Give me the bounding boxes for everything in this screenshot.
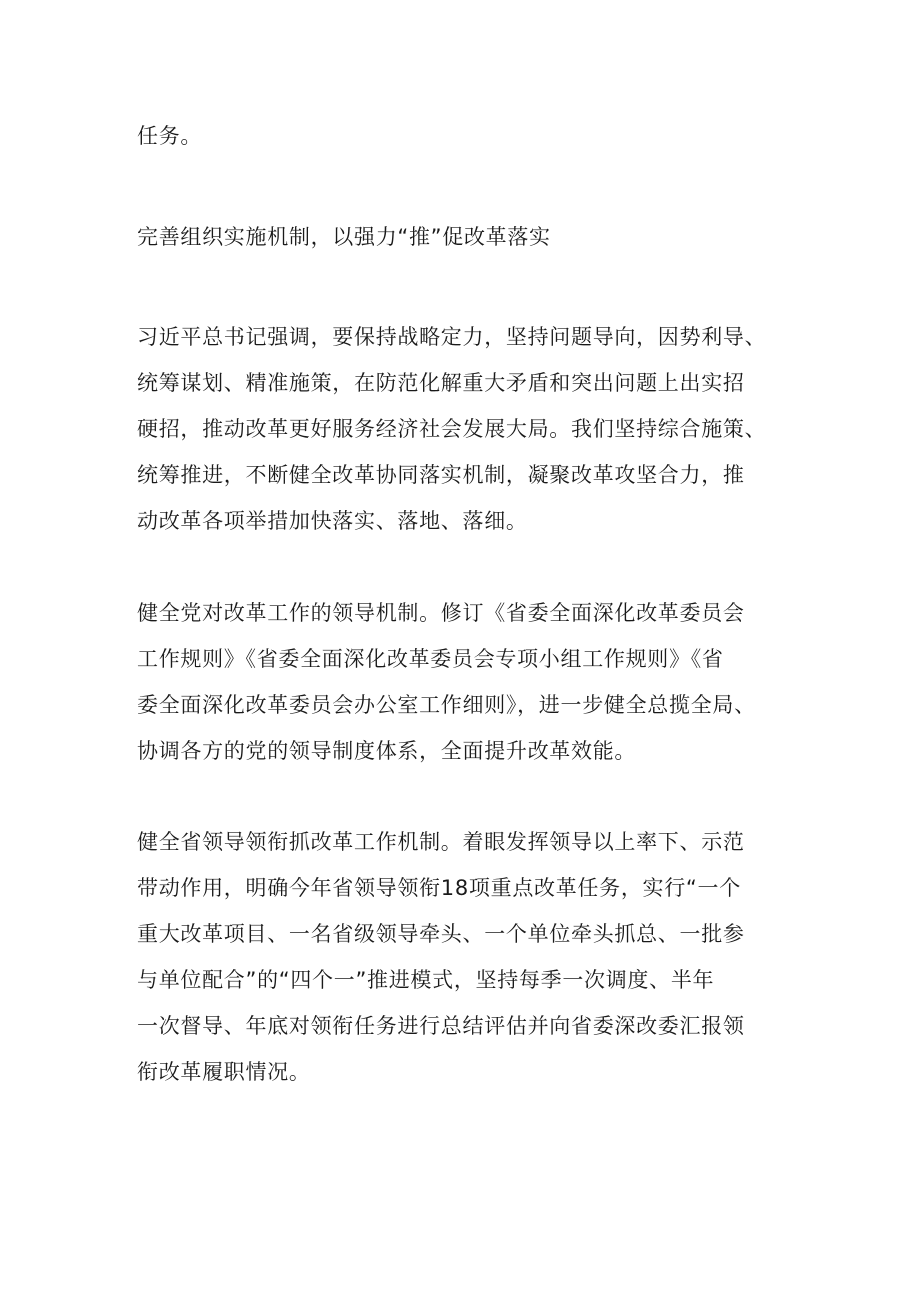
paragraph-intro: 习近平总书记强调，要保持战略定力，坚持问题导向，因势利导、 统筹谋划、精准施策，在防范化解重大矛盾和突出问题上出实招 硬招，推动改革更好服务经济社会发展大局。我们坚持综合施策、 统筹推进，不断健全改革协同落实机制，凝聚改革攻坚合力，推 动改革各项举措加快落实、落地、落细。	[137, 325, 767, 533]
paragraph-provincial-leaders: 健全省领导领衔抓改革工作机制。着眼发挥领导以上率下、示范 带动作用，明确今年省领导领衔18项重点改革任务，实行“一个 重大改革项目、一名省级领导牵头、一个单位牵头抓总、一批参 与单位配合”的“四个一”推进模式，坚持每季一次调度、半年 一次督导、年底对领衔任务进行总结评估并向省委深改委汇报领 衔改革履职情况。	[137, 830, 745, 1084]
paragraph-task-fragment: 任务。	[137, 124, 203, 148]
section-heading: 完善组织实施机制，以强力“推”促改革落实	[137, 225, 551, 249]
paragraph-leadership-mechanism: 健全党对改革工作的领导机制。修订《省委全面深化改革委员会 工作规则》《省委全面深化改革委员会专项小组工作规则》《省 委全面深化改革委员会办公室工作细则》，进一步健全总揽全局、 协调各方的党的领导制度体系，全面提升改革效能。	[137, 601, 756, 763]
